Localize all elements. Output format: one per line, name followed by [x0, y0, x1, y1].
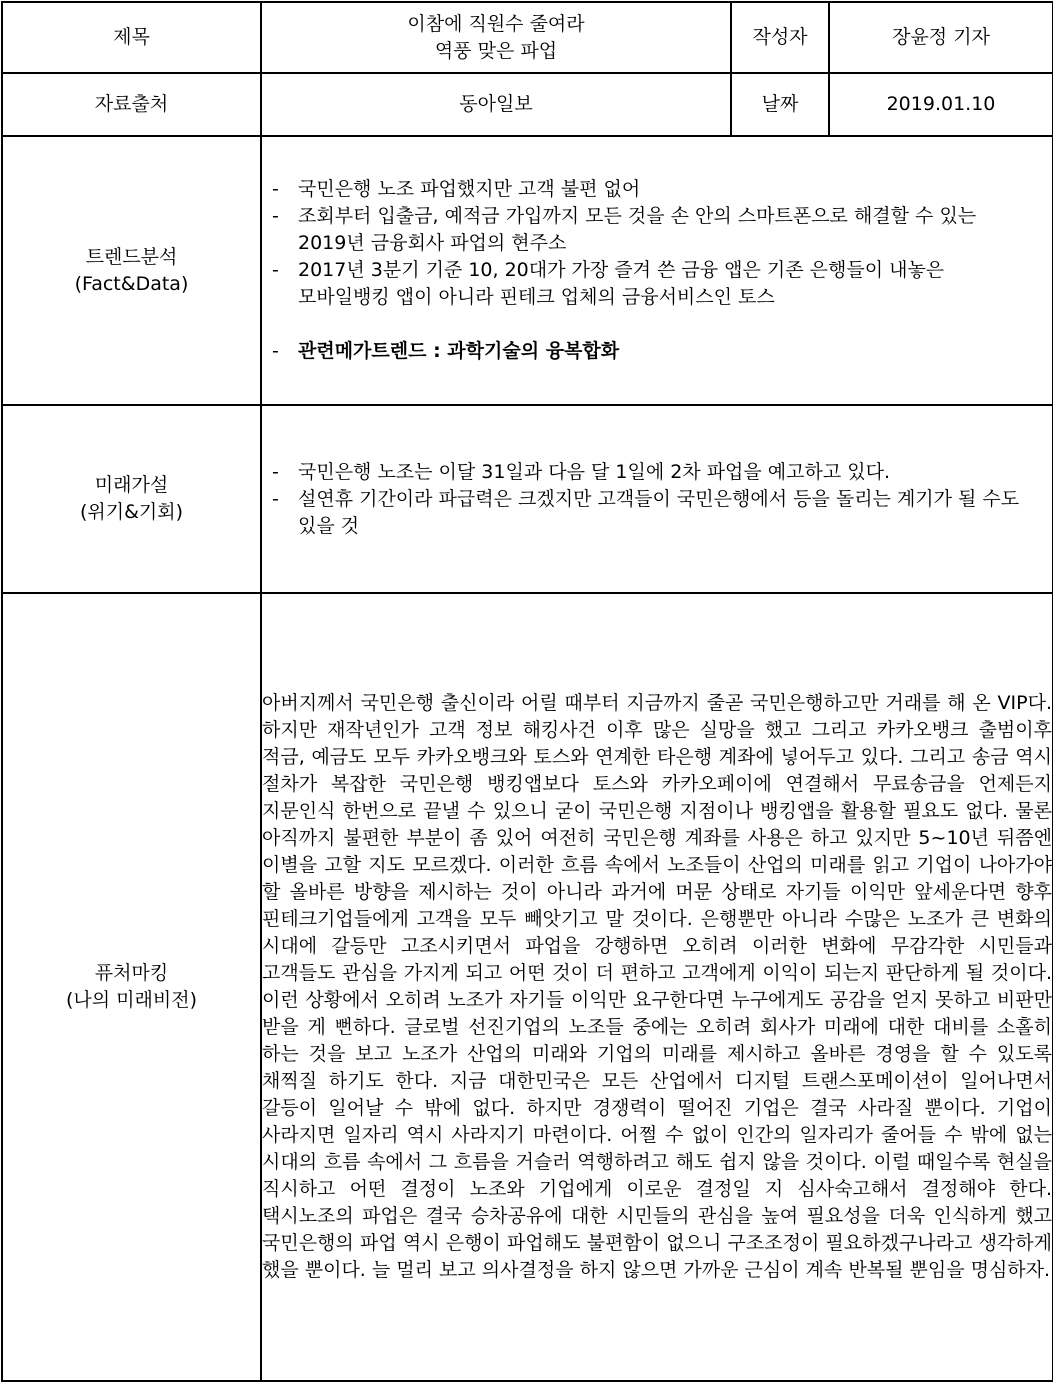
article-title [261, 2, 731, 73]
dash-marker: - [272, 178, 279, 200]
trend-item [272, 203, 1038, 257]
marking-label-line2: (나의 미래비전) [66, 989, 197, 1011]
trend-item-text: 국민은행 노조 파업했지만 고객 불편 없어 [298, 178, 641, 200]
trend-label [2, 136, 261, 405]
author-value: 장윤정 기자 [829, 2, 1053, 73]
article-title-line1: 이참에 직원수 줄여라 [407, 12, 585, 35]
source-value: 동아일보 [261, 73, 731, 136]
dash-marker: - [272, 460, 279, 483]
dash-marker: - [272, 259, 279, 281]
marking-label-line1: 퓨처마킹 [94, 962, 169, 984]
trend-item-text: 조회부터 입출금, 예적금 가입까지 모든 것을 손 안의 스마트폰으로 해결할 수 있는 2019년 금융회사 파업의 현주소 [298, 205, 977, 254]
future-item-text: 국민은행 노조는 이달 31일과 다음 달 1일에 2차 파업을 예고하고 있다. [298, 460, 890, 483]
source-label: 자료출처 [2, 73, 261, 136]
report-table [1, 1, 1053, 1382]
future-content [261, 405, 1053, 593]
date-label: 날짜 [731, 73, 829, 136]
trend-label-line2: (Fact&Data) [74, 272, 189, 295]
title-row [2, 2, 1053, 73]
dash-marker: - [272, 205, 279, 227]
future-label-line1: 미래가설 [94, 474, 169, 496]
trend-item [272, 257, 1038, 311]
dash-marker: - [272, 487, 279, 510]
future-item [272, 486, 1038, 540]
marking-label [2, 593, 261, 1381]
megatrend-item [272, 338, 1038, 365]
future-label [2, 405, 261, 593]
trend-content [261, 136, 1053, 405]
future-row [2, 405, 1053, 593]
megatrend-text: 관련메가트렌드 : 과학기술의 융복합화 [298, 340, 620, 362]
trend-label-line1: 트렌드분석 [85, 245, 178, 268]
future-label-line2: (위기&기회) [79, 501, 184, 523]
marking-row [2, 593, 1053, 1381]
title-label: 제목 [2, 2, 261, 73]
future-item-text: 설연휴 기간이라 파급력은 크겠지만 고객들이 국민은행에서 등을 돌리는 계기가 될 수도 있을 것 [298, 487, 1020, 537]
future-list [262, 459, 1052, 540]
trend-row [2, 136, 1053, 405]
source-row [2, 73, 1053, 136]
date-value: 2019.01.10 [829, 73, 1053, 136]
trend-item-text: 2017년 3분기 기준 10, 20대가 가장 즐겨 쓴 금융 앱은 기존 은행들이 내놓은 모바일뱅킹 앱이 아니라 핀테크 업체의 금융서비스인 토스 [298, 259, 945, 308]
trend-item [272, 176, 1038, 203]
future-item [272, 459, 1038, 486]
author-label: 작성자 [731, 2, 829, 73]
marking-essay: 아버지께서 국민은행 출신이라 어릴 때부터 지금까지 줄곧 국민은행하고만 거래를 해 온 VIP다. 하지만 재작년인가 고객 정보 해킹사건 이후 많은 실망을 했고 그리고 카카오뱅크 출범이후 적금, 예금도 모두 카카오뱅크와 토스와 연계한 타은행 계좌에 넣어두고 있다. 그리고 송금 역시 절차가 복잡한 국민은행 뱅킹앱보다 토스와 카카오페이에 연결해서 무료송금을 언제든지 지문인식 한번으로 끝낼 수 있으니 굳이 국민은행 지점이나 뱅킹앱을 활용할 필요도 없다. 물론 아직까지 불편한 부분이 좀 있어 여전히 국민은행 계좌를 사용은 하고 있지만 5~10년 뒤쯤엔 이별을 고할 지도 모르겠다. 이러한 흐름 속에서 노조들이 산업의 미래를 읽고 기업이 나아가야 할 올바른 방향을 제시하는 것이 아니라 과거에 머문 상태로 자기들 이익만 앞세운다면 향후 핀테크기업들에게 고객을 모두 빼앗기고 말 것이다. 은행뿐만 아니라 수많은 노조가 큰 변화의 시대에 갈등만 고조시키면서 파업을 강행하면 오히려 이러한 변화에 무감각한 시민들과 고객들도 관심을 가지게 되고 어떤 것이 더 편하고 고객에게 이익이 되는지 판단하게 될 것이다. 이런 상황에서 오히려 노조가 자기들 이익만 요구한다면 누구에게도 공감을 얻지 못하고 비판만 받을 게 뻔하다. 글로벌 선진기업의 노조들 중에는 오히려 회사가 미래에 대한 대비를 소홀히 하는 것을 보고 노조가 산업의 미래와 기업의 미래를 제시하고 올바른 경영을 할 수 있도록 채찍질 하기도 한다. 지금 대한민국은 모든 산업에서 디지털 트랜스포메이션이 일어나면서 갈등이 일어날 수 밖에 없다. 하지만 경쟁력이 떨어진 기업은 결국 사라질 뿐이다. 기업이 사라지면 일자리 역시 사라지기 마련이다. 어쩔 수 없이 인간의 일자리가 줄어들 수 밖에 없는 시대의 흐름 속에서 그 흐름을 거슬러 역행하려고 해도 쉽지 않을 것이다. 이럴 때일수록 현실을 직시하고 어떤 결정이 노조와 기업에게 이로운 결정일 지 심사숙고해서 결정해야 한다. 택시노조의 파업은 결국 승차공유에 대한 시민들의 관심을 높여 필요성을 더욱 인식하게 했고 국민은행의 파업 역시 은행이 파업해도 불편함이 없으니 구조조정이 필요하겠구나라고 생각하게 했을 뿐이다. 늘 멀리 보고 의사결정을 하지 않으면 가까운 근심이 계속 반복될 뿐임을 명심하자. [261, 593, 1053, 1381]
trend-list [262, 176, 1052, 365]
dash-marker: - [272, 340, 279, 362]
article-title-line2: 역풍 맞은 파업 [434, 39, 558, 62]
